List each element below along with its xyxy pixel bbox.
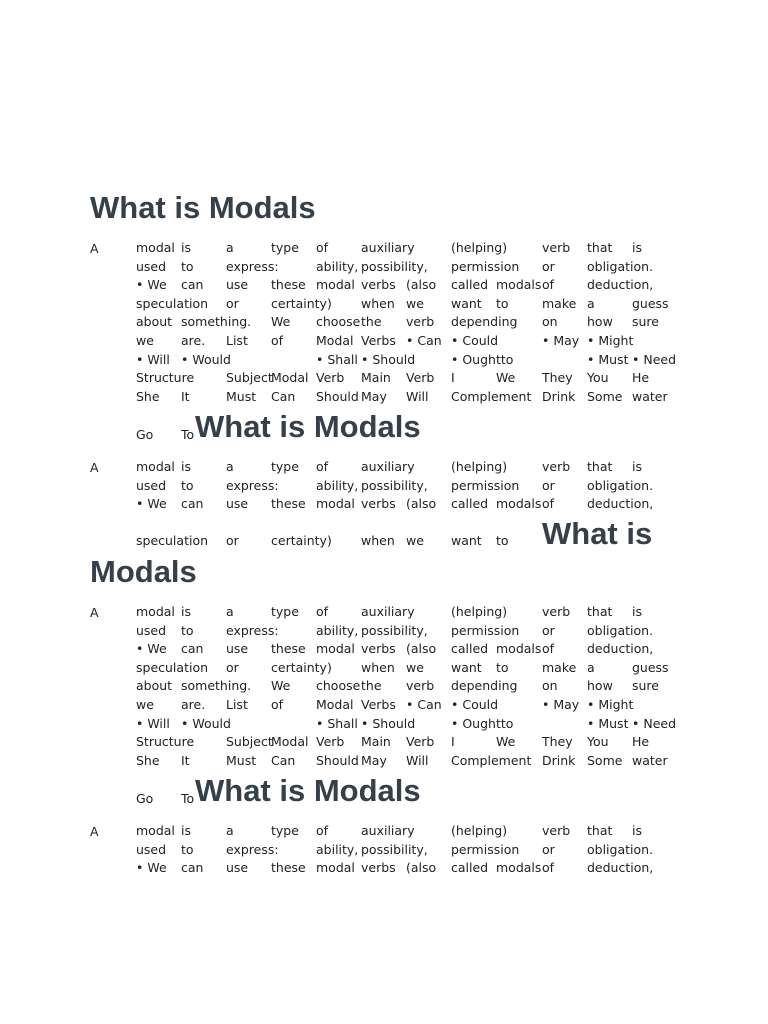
paragraph-word: to <box>181 258 194 274</box>
paragraph-word: modal <box>316 641 355 657</box>
paragraph-word: modal <box>136 823 175 838</box>
paragraph-word: sure <box>632 314 659 330</box>
paragraph-first-word: A <box>90 460 99 475</box>
paragraph-word: • Can <box>406 697 442 712</box>
paragraph-word: is <box>632 240 642 255</box>
paragraph-word: We <box>496 734 516 750</box>
paragraph-word: Verb <box>316 734 345 750</box>
paragraph-word: water <box>632 752 668 768</box>
paragraph-word-to: To <box>181 791 195 806</box>
paragraph-word: Must <box>226 388 257 404</box>
paragraph-word: these <box>271 277 306 293</box>
paragraph-word: modals <box>496 860 542 876</box>
paragraph-word: Drink <box>542 752 576 768</box>
paragraph-word: • Should <box>361 351 416 367</box>
paragraph-word: or <box>542 258 555 274</box>
paragraph-word: express: <box>226 477 279 493</box>
paragraph-word: we <box>406 295 424 311</box>
paragraph-word: We <box>496 370 516 386</box>
paragraph-word: when <box>361 659 395 675</box>
paragraph-word: (helping) <box>451 604 508 619</box>
paragraph-word: verb <box>542 823 571 838</box>
paragraph-word: They <box>542 734 573 750</box>
paragraph-word: • Might <box>587 697 634 712</box>
paragraph-word: to <box>496 295 509 311</box>
paragraph-word: used <box>136 841 167 857</box>
paragraph-word: depending <box>451 314 518 330</box>
paragraph-first-word: A <box>90 605 99 620</box>
paragraph-word: Subject <box>226 734 273 750</box>
paragraph-word: that <box>587 459 613 474</box>
paragraph-word: • Must <box>587 715 629 731</box>
paragraph-word: • Should <box>361 715 416 731</box>
paragraph-word: • Will <box>136 715 170 731</box>
paragraph-word: something. <box>181 314 252 330</box>
paragraph-word: of <box>316 459 329 474</box>
paragraph-word: we <box>406 533 424 548</box>
paragraph-word: choose <box>316 314 361 330</box>
paragraph-word: guess <box>632 659 669 675</box>
paragraph-word: (helping) <box>451 459 508 474</box>
paragraph-word: Should <box>316 752 359 768</box>
paragraph-word: • Must <box>587 351 629 367</box>
paragraph-word: want <box>451 533 482 548</box>
paragraph-word: use <box>226 277 249 293</box>
paragraph-word: called <box>451 496 489 512</box>
paragraph-word: Drink <box>542 388 576 404</box>
paragraph-word: Verbs <box>361 697 396 712</box>
paragraph-word: modal <box>136 240 175 255</box>
paragraph-word: possibility, <box>361 258 428 274</box>
paragraph-word: use <box>226 641 249 657</box>
paragraph-word: Must <box>226 752 257 768</box>
paragraph-word: (helping) <box>451 823 508 838</box>
paragraph-word: speculation <box>136 533 209 548</box>
paragraph-word: verbs <box>361 641 396 657</box>
section-heading: Modals <box>90 554 197 589</box>
paragraph-word: when <box>361 533 395 548</box>
paragraph-word: possibility, <box>361 841 428 857</box>
paragraph-word: about <box>136 678 173 694</box>
paragraph-word: called <box>451 641 489 657</box>
paragraph-word: to <box>181 477 194 493</box>
paragraph-word: on <box>542 678 558 694</box>
paragraph-word: We <box>271 678 291 694</box>
paragraph-word: is <box>181 823 191 838</box>
paragraph-word: We <box>271 314 291 330</box>
paragraph-word: (also <box>406 496 437 512</box>
paragraph-word: how <box>587 314 613 330</box>
paragraph-word: • We <box>136 860 167 876</box>
section-heading: What is <box>542 516 653 551</box>
paragraph-word: is <box>632 459 642 474</box>
paragraph-word: sure <box>632 678 659 694</box>
paragraph-word: of <box>316 823 329 838</box>
paragraph-word: modals <box>496 641 542 657</box>
paragraph-word: we <box>136 697 154 712</box>
paragraph-word: You <box>587 734 609 750</box>
paragraph-word: possibility, <box>361 477 428 493</box>
paragraph-word: ability, <box>316 622 359 638</box>
paragraph-word: or <box>226 295 239 311</box>
paragraph-word: when <box>361 295 395 311</box>
paragraph-word: is <box>181 459 191 474</box>
paragraph-word: He <box>632 734 650 750</box>
paragraph-word: • Would <box>181 351 231 367</box>
paragraph-word: obligation. <box>587 622 654 638</box>
paragraph-word: type <box>271 240 299 255</box>
paragraph-word: modal <box>136 604 175 619</box>
paragraph-word: the <box>361 678 382 694</box>
paragraph-word: Verb <box>316 370 345 386</box>
paragraph-word: • Could <box>451 333 499 348</box>
paragraph-word: Modal <box>316 333 354 348</box>
paragraph-word: Main <box>361 370 391 386</box>
paragraph-word: a <box>226 823 234 838</box>
paragraph-word: depending <box>451 678 518 694</box>
paragraph-word: ability, <box>316 841 359 857</box>
paragraph-word: speculation <box>136 659 209 675</box>
paragraph-word: Some <box>587 752 623 768</box>
paragraph-word: ability, <box>316 258 359 274</box>
paragraph-word: of <box>542 277 555 293</box>
paragraph-first-word: A <box>90 241 99 256</box>
paragraph-word: can <box>181 496 204 512</box>
paragraph-word: something. <box>181 678 252 694</box>
paragraph-word: used <box>136 622 167 638</box>
paragraph-word: how <box>587 678 613 694</box>
paragraph-word: You <box>587 370 609 386</box>
paragraph-word: permission <box>451 477 520 493</box>
paragraph-word: a <box>226 240 234 255</box>
paragraph-word: of <box>542 641 555 657</box>
paragraph-word: we <box>136 333 154 348</box>
paragraph-word: They <box>542 370 573 386</box>
paragraph-word: verb <box>542 240 571 255</box>
paragraph-word: (also <box>406 641 437 657</box>
paragraph-word: of <box>542 496 555 512</box>
paragraph-word: verb <box>406 678 435 694</box>
paragraph-word: deduction, <box>587 860 654 876</box>
paragraph-word: verbs <box>361 860 396 876</box>
paragraph-word: speculation <box>136 295 209 311</box>
paragraph-word: a <box>587 295 595 311</box>
paragraph-word: • Need <box>632 351 677 367</box>
paragraph-word: verb <box>406 314 435 330</box>
paragraph-word: She <box>136 752 160 768</box>
paragraph-word: auxiliary <box>361 823 415 838</box>
section-heading: What is Modals <box>195 409 421 444</box>
paragraph-word: permission <box>451 622 520 638</box>
paragraph-word: is <box>632 823 642 838</box>
paragraph-word: • Could <box>451 697 499 712</box>
paragraph-word: Verb <box>406 734 435 750</box>
paragraph-word: to <box>181 841 194 857</box>
paragraph-word: called <box>451 860 489 876</box>
paragraph-word: It <box>181 388 190 404</box>
paragraph-word: • Oughtto <box>451 351 514 367</box>
paragraph-word: type <box>271 823 299 838</box>
paragraph-word: use <box>226 496 249 512</box>
paragraph-word: that <box>587 604 613 619</box>
paragraph-word: Structure <box>136 370 195 386</box>
paragraph-word: can <box>181 641 204 657</box>
paragraph-word: certainty) <box>271 659 332 675</box>
paragraph-word: • Would <box>181 715 231 731</box>
paragraph-word: (also <box>406 860 437 876</box>
paragraph-word: • Oughtto <box>451 715 514 731</box>
paragraph-word: Some <box>587 388 623 404</box>
paragraph-word: of <box>271 697 284 712</box>
paragraph-word: on <box>542 314 558 330</box>
paragraph-word: Can <box>271 752 296 768</box>
paragraph-word: Verbs <box>361 333 396 348</box>
paragraph-word: possibility, <box>361 622 428 638</box>
paragraph-word: can <box>181 277 204 293</box>
paragraph-word: of <box>542 860 555 876</box>
paragraph-word: is <box>181 240 191 255</box>
paragraph-word: auxiliary <box>361 459 415 474</box>
paragraph-word: certainty) <box>271 533 332 548</box>
paragraph-word: May <box>361 388 387 404</box>
paragraph-word: auxiliary <box>361 240 415 255</box>
paragraph-word: want <box>451 659 482 675</box>
paragraph-word: is <box>632 604 642 619</box>
paragraph-word: we <box>406 659 424 675</box>
paragraph-word: It <box>181 752 190 768</box>
paragraph-word: List <box>226 697 248 712</box>
paragraph-word: verbs <box>361 496 396 512</box>
paragraph-word: or <box>226 659 239 675</box>
paragraph-word: deduction, <box>587 641 654 657</box>
paragraph-word: or <box>542 622 555 638</box>
paragraph-word: of <box>271 333 284 348</box>
paragraph-word: Will <box>406 388 429 404</box>
paragraph-word: modals <box>496 277 542 293</box>
paragraph-word: a <box>226 459 234 474</box>
paragraph-word: a <box>226 604 234 619</box>
paragraph-word: Structure <box>136 734 195 750</box>
paragraph-first-word: A <box>90 824 99 839</box>
paragraph-word: • We <box>136 277 167 293</box>
paragraph-word: use <box>226 860 249 876</box>
paragraph-word: obligation. <box>587 841 654 857</box>
paragraph-word-go: Go <box>136 791 154 806</box>
paragraph-word: certainty) <box>271 295 332 311</box>
paragraph-word: of <box>316 240 329 255</box>
paragraph-word: Subject <box>226 370 273 386</box>
paragraph-word: guess <box>632 295 669 311</box>
paragraph-word: • Need <box>632 715 677 731</box>
paragraph-word: Complement <box>451 388 532 404</box>
paragraph-word: modal <box>316 277 355 293</box>
paragraph-word: Complement <box>451 752 532 768</box>
paragraph-word: • Shall <box>316 351 358 367</box>
paragraph-word: List <box>226 333 248 348</box>
paragraph-word: make <box>542 659 577 675</box>
paragraph-word: May <box>361 752 387 768</box>
paragraph-word: used <box>136 258 167 274</box>
paragraph-word: to <box>496 659 509 675</box>
paragraph-word: Verb <box>406 370 435 386</box>
paragraph-word: that <box>587 240 613 255</box>
paragraph-word: • May <box>542 333 580 348</box>
paragraph-word: modal <box>316 860 355 876</box>
paragraph-word: make <box>542 295 577 311</box>
paragraph-word: to <box>181 622 194 638</box>
paragraph-word: used <box>136 477 167 493</box>
paragraph-word: these <box>271 496 306 512</box>
paragraph-word: ability, <box>316 477 359 493</box>
paragraph-word: of <box>316 604 329 619</box>
paragraph-word: Modal <box>316 697 354 712</box>
paragraph-word: verbs <box>361 277 396 293</box>
paragraph-word: • We <box>136 641 167 657</box>
paragraph-word: obligation. <box>587 258 654 274</box>
paragraph-word: verb <box>542 459 571 474</box>
paragraph-word: water <box>632 388 668 404</box>
paragraph-word: obligation. <box>587 477 654 493</box>
paragraph-word: choose <box>316 678 361 694</box>
paragraph-word: I <box>451 734 455 750</box>
paragraph-word: Should <box>316 388 359 404</box>
paragraph-word: Modal <box>271 734 309 750</box>
paragraph-word: type <box>271 459 299 474</box>
paragraph-word: the <box>361 314 382 330</box>
section-heading: What is Modals <box>195 773 421 808</box>
paragraph-word: He <box>632 370 650 386</box>
paragraph-word: about <box>136 314 173 330</box>
paragraph-word: • Will <box>136 351 170 367</box>
paragraph-word: • We <box>136 496 167 512</box>
paragraph-word: or <box>542 841 555 857</box>
paragraph-word: deduction, <box>587 277 654 293</box>
paragraph-word: express: <box>226 258 279 274</box>
paragraph-word: auxiliary <box>361 604 415 619</box>
paragraph-word: modal <box>316 496 355 512</box>
paragraph-word: She <box>136 388 160 404</box>
paragraph-word: permission <box>451 258 520 274</box>
paragraph-word: • Can <box>406 333 442 348</box>
paragraph-word: • May <box>542 697 580 712</box>
paragraph-word: modal <box>136 459 175 474</box>
paragraph-word: called <box>451 277 489 293</box>
paragraph-word: • Shall <box>316 715 358 731</box>
paragraph-word: • Might <box>587 333 634 348</box>
paragraph-word: to <box>496 533 509 548</box>
paragraph-word: Main <box>361 734 391 750</box>
paragraph-word-go: Go <box>136 427 154 442</box>
paragraph-word: a <box>587 659 595 675</box>
paragraph-word: Modal <box>271 370 309 386</box>
paragraph-word: type <box>271 604 299 619</box>
paragraph-word: permission <box>451 841 520 857</box>
paragraph-word: want <box>451 295 482 311</box>
paragraph-word: or <box>226 533 239 548</box>
paragraph-word: verb <box>542 604 571 619</box>
paragraph-word: modals <box>496 496 542 512</box>
paragraph-word: these <box>271 860 306 876</box>
paragraph-word: can <box>181 860 204 876</box>
paragraph-word-to: To <box>181 427 195 442</box>
paragraph-word: that <box>587 823 613 838</box>
paragraph-word: is <box>181 604 191 619</box>
paragraph-word: Will <box>406 752 429 768</box>
paragraph-word: these <box>271 641 306 657</box>
section-heading: What is Modals <box>90 190 316 225</box>
paragraph-word: are. <box>181 697 206 712</box>
paragraph-word: are. <box>181 333 206 348</box>
paragraph-word: express: <box>226 622 279 638</box>
paragraph-word: deduction, <box>587 496 654 512</box>
paragraph-word: express: <box>226 841 279 857</box>
paragraph-word: (also <box>406 277 437 293</box>
paragraph-word: (helping) <box>451 240 508 255</box>
paragraph-word: Can <box>271 388 296 404</box>
paragraph-word: or <box>542 477 555 493</box>
paragraph-word: I <box>451 370 455 386</box>
